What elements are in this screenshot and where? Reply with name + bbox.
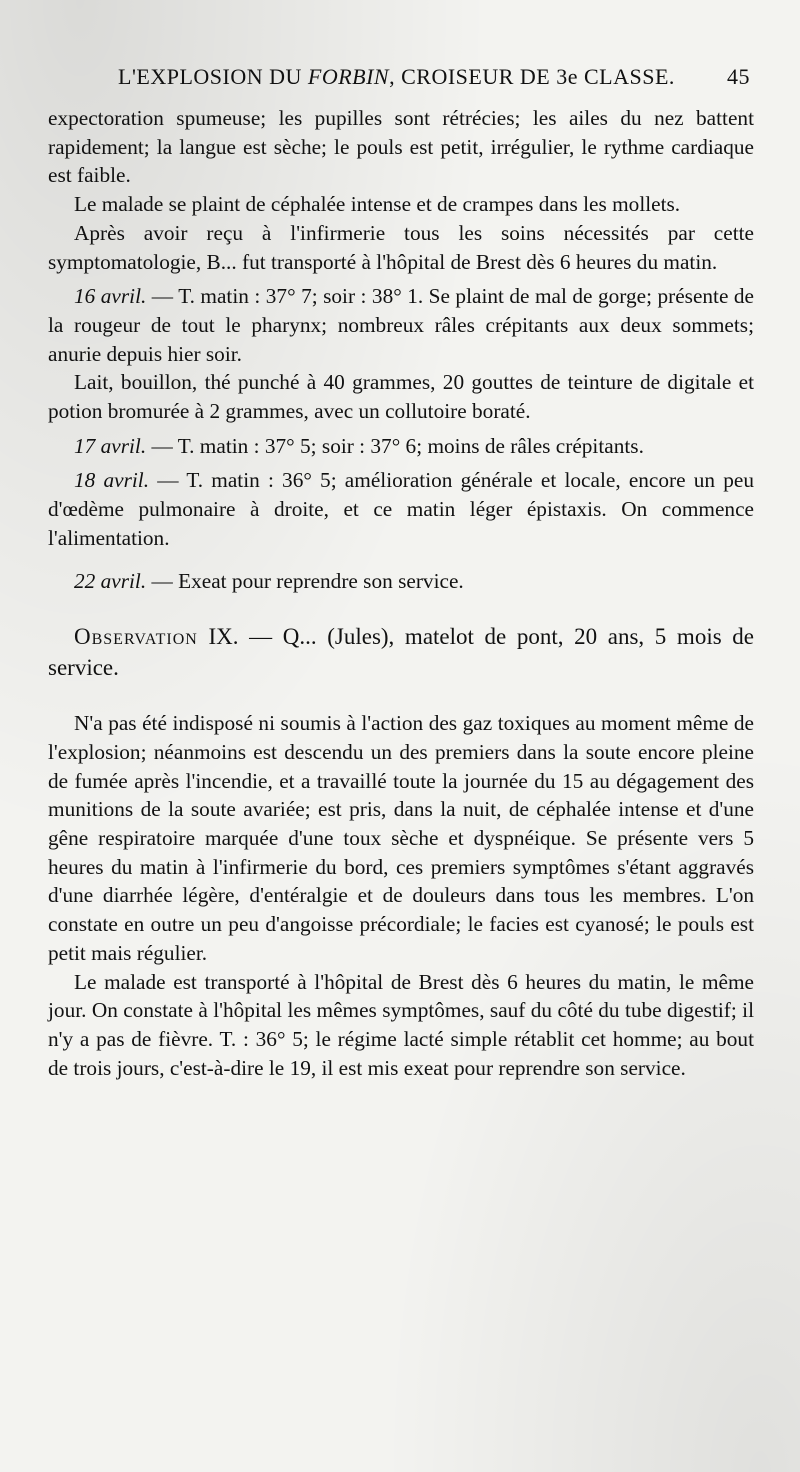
- running-head: [118, 64, 750, 90]
- entry-16-avril: [48, 282, 754, 368]
- observation-subject: IX. — Q... (Jules), matelot de pont, 20 ans, 5 mois de service.: [48, 624, 754, 681]
- entry-text: — Exeat pour reprendre son service.: [146, 568, 464, 593]
- paragraph-observation-outcome: Le malade est transporté à l'hôpital de Brest dès 6 heures du matin, le même jour. On constate à l'hôpital les mêmes symptômes, sauf du côté du tube digestif; il n'y a pas de fièvre. T. : 36° 5; le régime lacté simple rétablit cet homme; au bout de trois jours, c'est-à-dire le 19, il est mis exeat pour reprendre son service.: [48, 969, 754, 1080]
- entry-18-avril: [48, 466, 754, 552]
- entry-22-avril: [48, 567, 754, 596]
- paragraph-symptoms: Le malade se plaint de céphalée intense et de crampes dans les mollets.: [74, 192, 681, 217]
- entry-date: 17 avril.: [74, 433, 147, 458]
- paragraph-transport: Après avoir reçu à l'infirmerie tous les soins nécessités par cette symptomatologie, B... fut transporté à l'hôpital de Brest dès 6 heures du matin.: [48, 220, 754, 274]
- entry-text: — T. matin : 36° 5; amélioration générale et locale, encore un peu d'œdème pulmonaire à droite, et ce matin léger épistaxis. On commence l'alimentation.: [48, 468, 754, 550]
- page-number: 45: [727, 64, 750, 89]
- observation-heading: [48, 621, 754, 683]
- paragraph-continuation: expectoration spumeuse; les pupilles sont rétrécies; les ailes du nez battent rapidement; la langue est sèche; le pouls est petit, irrégulier, le rythme cardiaque est faible.: [48, 106, 754, 188]
- ship-name: FORBIN: [307, 64, 390, 89]
- paragraph-observation-body: N'a pas été indisposé ni soumis à l'action des gaz toxiques au moment même de l'explosion; néanmoins est descendu un des premiers dans la soute encore pleine de fumée après l'incendie, et a travaillé toute la journée du 15 au dégagement des munitions de la soute avariée; est pris, dans la nuit, de céphalée intense et d'une gêne respiratoire marquée d'une toux sèche et dyspnéique. Se présente vers 5 heures du matin à l'infirmerie du bord, ces premiers symptômes s'étant aggravés d'une diarrhée légère, d'entéralgie et de douleurs dans tous les membres. L'on constate en outre un peu d'angoisse précordiale; le facies est cyanosé; le pouls est petit mais régulier.: [48, 711, 754, 965]
- entry-17-avril: [48, 432, 754, 461]
- paragraph-treatment: Lait, bouillon, thé punché à 40 grammes, 20 gouttes de teinture de digitale et potion bromurée à 2 grammes, avec un collutoire boraté.: [48, 370, 754, 424]
- entry-date: 16 avril.: [74, 284, 147, 309]
- entry-date: 22 avril.: [74, 568, 147, 593]
- observation-label: Observation: [74, 624, 198, 650]
- entry-date: 18 avril.: [74, 468, 150, 493]
- entry-text: — T. matin : 37° 5; soir : 37° 6; moins de râles crépitants.: [146, 433, 644, 458]
- running-title: L'EXPLOSION DU FORBIN, CROISEUR DE 3e CLASSE.: [118, 64, 675, 89]
- entry-text: — T. matin : 37° 7; soir : 38° 1. Se plaint de mal de gorge; présente de la rougeur de tout le pharynx; nombreux râles crépitants aux deux sommets; anurie depuis hier soir.: [48, 284, 754, 366]
